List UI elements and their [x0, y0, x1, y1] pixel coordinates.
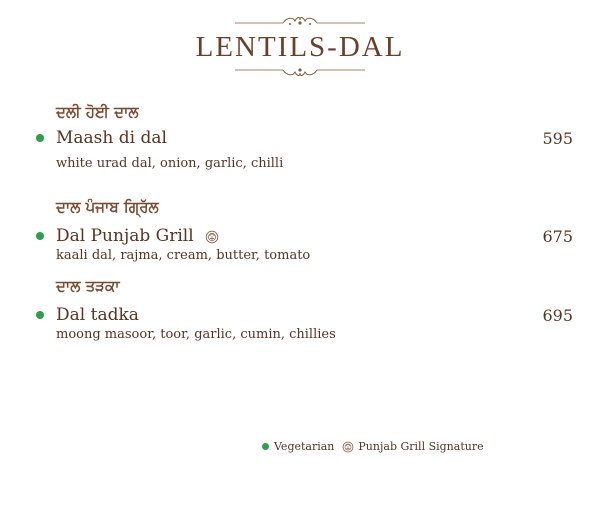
vegetarian-dot-icon	[36, 311, 44, 319]
dish-price: 695	[542, 306, 573, 325]
punjabi-name: ਦਾਲ ਤੜਕਾ	[56, 277, 120, 295]
vegetarian-dot-icon	[36, 232, 44, 240]
legend	[262, 440, 484, 453]
vegetarian-dot-icon	[262, 443, 269, 450]
legend-signature-label: Punjab Grill Signature	[358, 440, 484, 453]
signature-crest-icon	[205, 230, 219, 244]
dish-name: Dal Punjab Grill	[56, 226, 194, 246]
dish-description: kaali dal, rajma, cream, butter, tomato	[56, 248, 311, 263]
ornament-top-icon	[235, 14, 365, 28]
signature-crest-icon	[342, 441, 354, 453]
dish-name-row	[56, 226, 219, 246]
dish-name: Dal tadka	[56, 305, 139, 325]
page-title: LENTILS-DAL	[195, 31, 405, 63]
legend-vegetarian-label: Vegetarian	[274, 440, 335, 453]
dish-name: Maash di dal	[56, 128, 167, 148]
dish-price: 595	[542, 129, 573, 148]
ornament-bottom-icon	[235, 66, 365, 78]
dish-description: moong masoor, toor, garlic, cumin, chillies	[56, 327, 336, 342]
vegetarian-dot-icon	[36, 134, 44, 142]
dish-description: white urad dal, onion, garlic, chilli	[56, 156, 284, 171]
punjabi-name: ਦਲੀ ਹੋਈ ਦਾਲ	[56, 103, 139, 121]
menu-header	[0, 14, 600, 78]
dish-price: 675	[542, 227, 573, 246]
punjabi-name: ਦਾਲ ਪੰਜਾਬ ਗ੍ਰਿੱਲ	[56, 198, 159, 216]
